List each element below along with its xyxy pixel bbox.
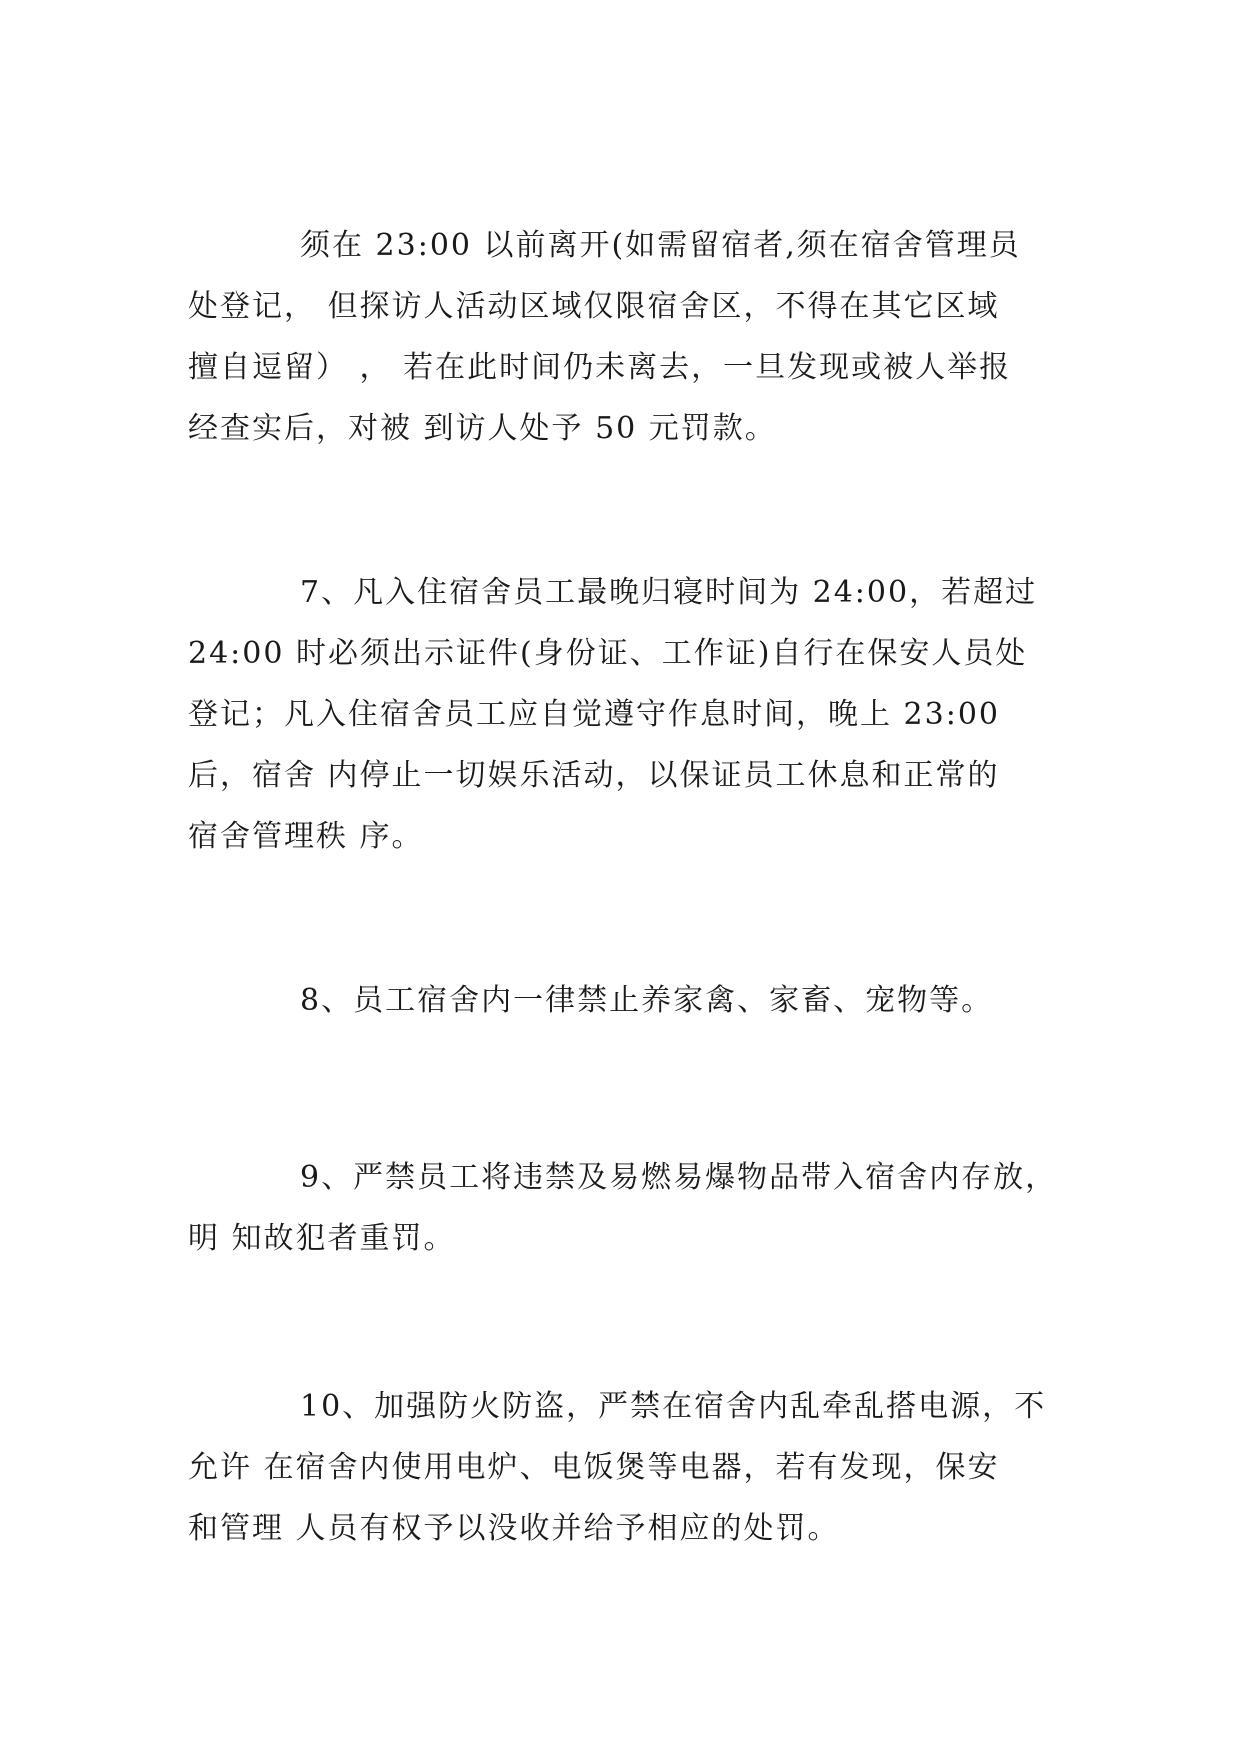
paragraph-line: 后，宿舍 内停止一切娱乐活动，以保证员工休息和正常的 [188,758,1000,793]
paragraph-line: 允许 在宿舍内使用电炉、电饭煲等电器，若有发现，保安 [188,1450,1000,1485]
paragraph-line: 8、员工宿舍内一律禁止养家禽、家畜、宠物等。 [300,983,994,1018]
paragraph-line: 10、加强防火防盗，严禁在宿舍内乱牵乱搭电源，不 [300,1389,1047,1424]
paragraph-line: 须在 23:00 以前离开(如需留宿者,须在宿舍管理员 [300,228,1021,263]
paragraph-line: 处登记， 但探访人活动区域仅限宿舍区，不得在其它区域 [188,289,1000,324]
paragraph-line: 经查实后，对被 到访人处予 50 元罚款。 [188,411,777,446]
paragraph-line: 登记；凡入住宿舍员工应自觉遵守作息时间，晚上 23:00 [188,697,1000,732]
paragraph-line: 明 知故犯者重罚。 [188,1221,456,1256]
paragraph-rule-10 [188,1376,1068,1559]
paragraph-line: 宿舍管理秩 序。 [188,819,424,854]
paragraph-rule-7 [188,562,1068,867]
paragraph-line: 9、严禁员工将违禁及易燃易爆物品带入宿舍内存放， [300,1160,1058,1195]
paragraph-line: 24:00 时必须出示证件(身份证、工作证)自行在保安人员处 [188,636,1028,671]
paragraph-visitor-departure [188,215,1068,459]
paragraph-rule-8 [188,970,1068,1031]
paragraph-line: 7、凡入住宿舍员工最晚归寝时间为 24:00，若超过 [300,575,1038,610]
paragraph-line: 和管理 人员有权予以没收并给予相应的处罚。 [188,1511,840,1546]
paragraph-line: 擅自逗留） ， 若在此时间仍未离去，一旦发现或被人举报 [188,350,1012,385]
paragraph-rule-9 [188,1147,1068,1269]
